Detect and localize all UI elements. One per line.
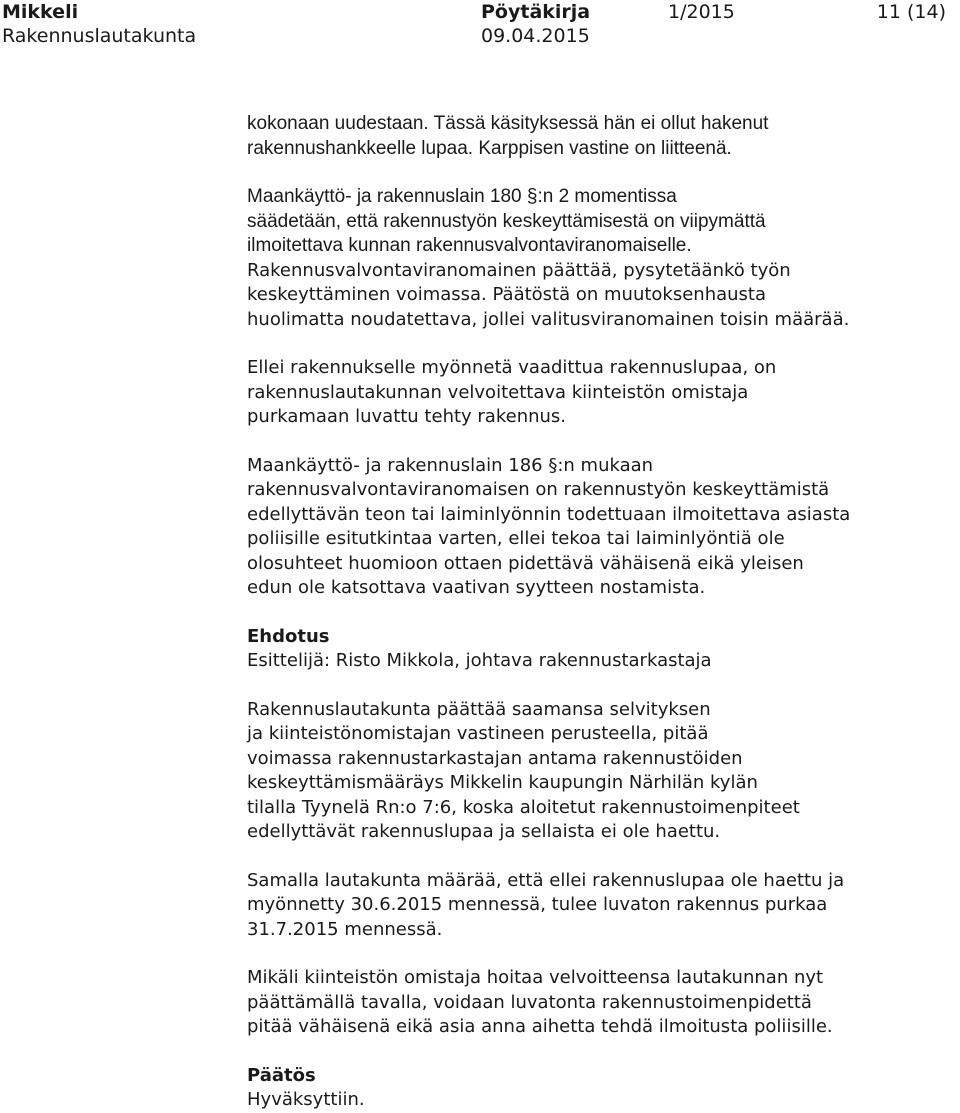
- text-line: ilmoitettava kunnan rakennusvalvontaviranomaiselle.: [247, 235, 692, 256]
- header-city: Mikkeli: [2, 1, 79, 23]
- text-line: 31.7.2015 mennessä.: [247, 918, 443, 940]
- text-line: rakennushankkeelle lupaa. Karppisen vastine on liitteenä.: [247, 137, 732, 159]
- text-line: Mikäli kiinteistön omistaja hoitaa velvoitteensa lautakunnan nyt: [247, 967, 824, 988]
- text-line: edellyttävät rakennuslupaa ja sellaista ei ole haettu.: [247, 821, 721, 842]
- text-line: olosuhteet huomioon ottaen pidettävä vähäisenä eikä yleisen: [247, 552, 804, 574]
- paragraph-law-180: [247, 185, 937, 259]
- text-line: rakennuslautakunnan velvoitettava kiinteistön omistaja: [247, 381, 749, 403]
- text-line: myönnetty 30.6.2015 mennessä, tulee luvaton rakennus purkaa: [247, 894, 828, 915]
- document-body: [247, 112, 937, 1113]
- ehdotus-heading: Ehdotus: [247, 625, 330, 647]
- header-body-name: Rakennuslautakunta: [2, 25, 197, 47]
- decision-text: Hyväksyttiin.: [247, 1089, 365, 1110]
- text-line: pitää vähäisenä eikä asia anna aihetta tehdä ilmoitusta poliisille.: [247, 1016, 833, 1037]
- presenter-line: Esittelijä: Risto Mikkola, johtava rakennustarkastaja: [247, 650, 712, 671]
- paragraph-law-180-continued: [247, 259, 937, 333]
- text-line: säädetään, että rakennustyön keskeyttämisestä on viipymättä: [247, 210, 766, 232]
- paatos-heading: Päätös: [247, 1064, 316, 1086]
- header-page-number: 11 (14): [876, 1, 946, 23]
- text-line: keskeyttämismääräys Mikkelin kaupungin Närhilän kylän: [247, 772, 758, 793]
- text-line: tilalla Tyynelä Rn:o 7:6, koska aloitetut rakennustoimenpiteet: [247, 796, 800, 818]
- text-line: Samalla lautakunta määrää, että ellei rakennuslupaa ole haettu ja: [247, 869, 845, 891]
- paragraph-compliance: [247, 966, 937, 1040]
- text-line: keskeyttäminen voimassa. Päätöstä on muutoksenhausta: [247, 284, 767, 305]
- text-line: voimassa rakennustarkastajan antama rakennustöiden: [247, 747, 743, 769]
- paragraph-law-186: [247, 454, 937, 601]
- text-line: edun ole katsottava vaativan syytteen nostamista.: [247, 577, 706, 598]
- text-line: Maankäyttö- ja rakennuslain 186 §:n mukaan: [247, 454, 654, 476]
- paragraph-decision-proposal: [247, 698, 937, 845]
- page-header: [0, 0, 960, 48]
- text-line: kokonaan uudestaan. Tässä käsityksessä hän ei ollut hakenut: [247, 113, 769, 134]
- paragraph-deadline: [247, 869, 937, 943]
- text-line: purkamaan luvattu tehty rakennus.: [247, 406, 567, 427]
- text-line: edellyttävän teon tai laiminlyönnin todettuaan ilmoitettava asiasta: [247, 503, 851, 525]
- paragraph-demolition: [247, 356, 937, 430]
- text-line: poliisille esitutkintaa varten, ellei tekoa tai laiminlyöntiä ole: [247, 528, 785, 549]
- text-line: Rakennusvalvontaviranomainen päättää, pysytetäänkö työn: [247, 259, 791, 281]
- header-meeting-number: 1/2015: [668, 1, 735, 23]
- header-date: 09.04.2015: [481, 25, 590, 47]
- text-line: Ellei rakennukselle myönnetä vaadittua rakennuslupaa, on: [247, 357, 777, 378]
- text-line: ja kiinteistönomistajan vastineen perusteella, pitää: [247, 723, 709, 744]
- text-line: rakennusvalvontaviranomaisen on rakennustyön keskeyttämistä: [247, 479, 830, 500]
- text-line: päättämällä tavalla, voidaan luvatonta rakennustoimenpidettä: [247, 991, 812, 1013]
- text-line: huolimatta noudatettava, jollei valitusviranomainen toisin määrää.: [247, 308, 850, 330]
- text-line: Maankäyttö- ja rakennuslain 180 §:n 2 momentissa: [247, 186, 677, 207]
- text-line: Rakennuslautakunta päättää saamansa selvityksen: [247, 698, 711, 720]
- header-doc-type: Pöytäkirja: [481, 1, 591, 23]
- paragraph-intro: [247, 112, 937, 161]
